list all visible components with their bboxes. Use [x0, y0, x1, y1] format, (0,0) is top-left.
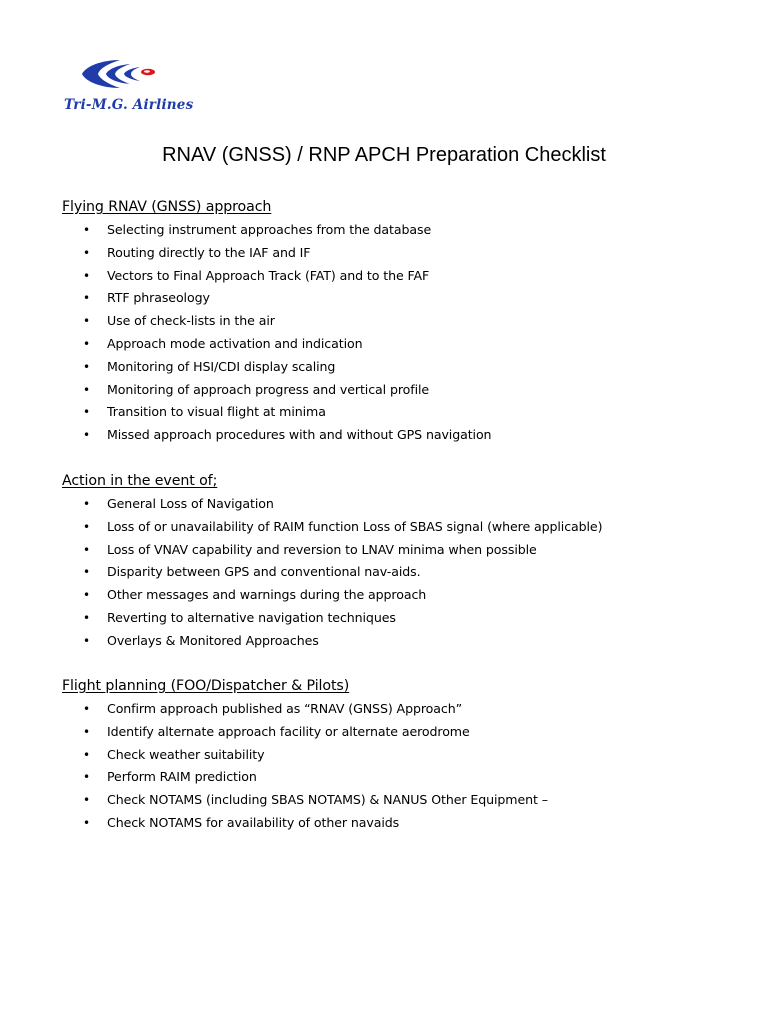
checklist-item [62, 424, 742, 447]
bullet-icon: • [83, 793, 90, 808]
bullet-icon: • [83, 223, 90, 237]
checklist-item-text: Monitoring of approach progress and vertical profile [107, 381, 430, 397]
checklist-item [62, 698, 742, 721]
bullet-icon: • [83, 519, 90, 534]
section-heading: Flying RNAV (GNSS) approach [62, 199, 272, 215]
checklist [62, 219, 742, 447]
checklist [62, 493, 742, 653]
checklist-item-text: Routing directly to the IAF and IF [107, 244, 311, 260]
checklist-item [62, 242, 742, 265]
checklist-item [62, 493, 742, 516]
checklist-item-text: Overlays & Monitored Approaches [107, 632, 319, 648]
checklist-item-text: Confirm approach published as “RNAV (GNSS) Approach” [107, 701, 463, 716]
checklist-item-text: Reverting to alternative navigation techniques [107, 609, 396, 625]
checklist-item-text: Approach mode activation and indication [107, 335, 363, 351]
checklist-item-text: General Loss of Navigation [107, 496, 274, 511]
document-title: RNAV (GNSS) / RNP APCH Preparation Checklist [162, 144, 606, 166]
checklist-item [62, 812, 742, 835]
bullet-icon: • [83, 428, 90, 443]
section-action-in-event [62, 469, 742, 653]
checklist-item-text: Identify alternate approach facility or alternate aerodrome [107, 723, 470, 739]
checklist-item-text: Perform RAIM prediction [107, 769, 257, 785]
checklist-item [62, 401, 742, 424]
checklist-item-text: Disparity between GPS and conventional nav-aids. [107, 564, 421, 580]
bullet-icon: • [83, 314, 90, 329]
checklist-item-text: Loss of VNAV capability and reversion to LNAV minima when possible [107, 541, 537, 557]
bullet-icon: • [83, 610, 90, 625]
bullet-icon: • [83, 542, 90, 557]
checklist [62, 698, 742, 835]
checklist-item-text: Missed approach procedures with and without GPS navigation [107, 427, 492, 443]
section-flying-approach [62, 195, 742, 447]
bullet-icon: • [83, 633, 90, 648]
bullet-icon: • [83, 747, 90, 762]
bullet-icon: • [83, 702, 90, 716]
checklist-item [62, 630, 742, 653]
checklist-item [62, 539, 742, 562]
bullet-icon: • [83, 336, 90, 351]
checklist-item-text: Check NOTAMS for availability of other navaids [107, 814, 400, 830]
section-flight-planning [62, 674, 742, 835]
airline-logo [62, 56, 192, 118]
bullet-icon: • [83, 770, 90, 785]
airline-name: Tri-M.G. Airlines [64, 97, 194, 113]
bullet-icon: • [83, 245, 90, 260]
checklist-item [62, 744, 742, 767]
checklist-item [62, 789, 742, 812]
checklist-item-text: RTF phraseology [107, 290, 210, 306]
checklist-item-text: Selecting instrument approaches from the database [107, 222, 432, 237]
checklist-item [62, 766, 742, 789]
bullet-icon: • [83, 359, 90, 374]
checklist-item [62, 379, 742, 402]
checklist-item-text: Monitoring of HSI/CDI display scaling [107, 358, 336, 374]
checklist-item-text: Other messages and warnings during the approach [107, 587, 427, 603]
bullet-icon: • [83, 268, 90, 283]
section-heading: Action in the event of; [62, 473, 218, 489]
bullet-icon: • [83, 405, 90, 420]
bullet-icon: • [83, 588, 90, 603]
checklist-item-text: Check NOTAMS (including SBAS NOTAMS) & NANUS Other Equipment – [107, 792, 548, 808]
bullet-icon: • [83, 565, 90, 580]
checklist-item [62, 219, 742, 242]
bullet-icon: • [83, 724, 90, 739]
checklist-item [62, 265, 742, 288]
section-heading: Flight planning (FOO/Dispatcher & Pilots) [62, 678, 350, 694]
checklist-item [62, 516, 742, 539]
bullet-icon: • [83, 291, 90, 306]
bullet-icon: • [83, 497, 90, 511]
checklist-item-text: Transition to visual flight at minima [107, 404, 326, 420]
checklist-item [62, 287, 742, 310]
checklist-item [62, 310, 742, 333]
checklist-item-text: Vectors to Final Approach Track (FAT) and to the FAF [107, 267, 430, 283]
bullet-icon: • [83, 382, 90, 397]
checklist-item [62, 561, 742, 584]
checklist-item [62, 584, 742, 607]
checklist-item [62, 356, 742, 379]
checklist-item-text: Check weather suitability [107, 746, 265, 762]
bullet-icon: • [83, 815, 90, 830]
checklist-item-text: Use of check-lists in the air [107, 313, 275, 329]
checklist-item [62, 333, 742, 356]
checklist-item [62, 721, 742, 744]
checklist-item [62, 607, 742, 630]
checklist-item-text: Loss of or unavailability of RAIM function Loss of SBAS signal (where applicable) [107, 518, 603, 534]
airline-logo-emblem [80, 56, 160, 96]
